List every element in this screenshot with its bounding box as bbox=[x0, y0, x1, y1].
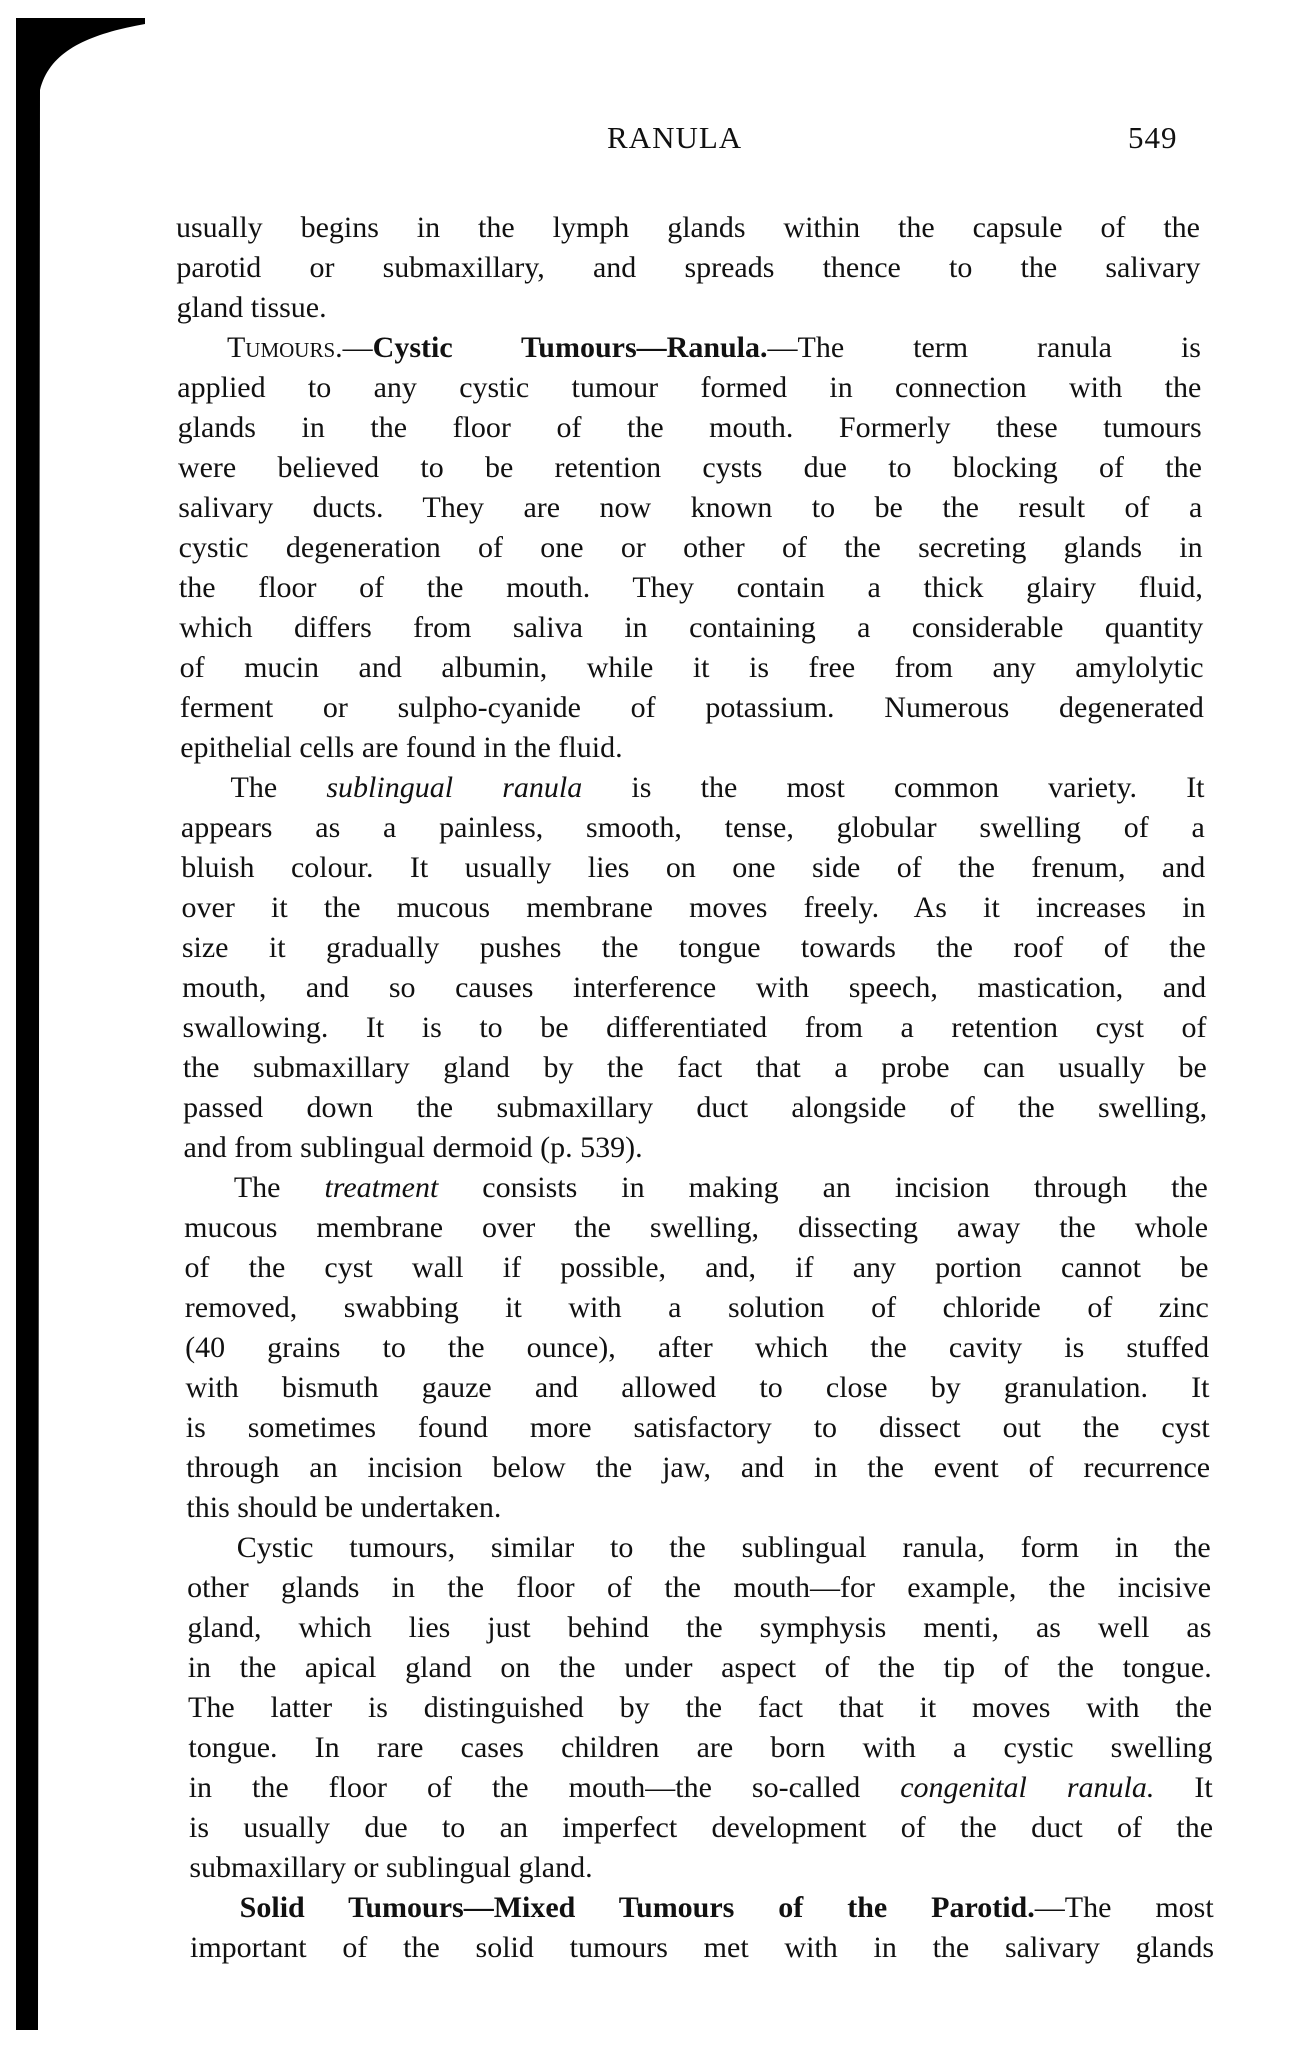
text-line bbox=[187, 1528, 1211, 1568]
text-run: the submaxillary gland by the fact that a probe can usually be bbox=[182, 1051, 1207, 1084]
text-line bbox=[180, 728, 1204, 768]
text-line bbox=[183, 1008, 1207, 1048]
running-head-title: RANULA bbox=[607, 120, 743, 155]
bold-heading: Solid Tumours—Mixed Tumours of the Parotid. bbox=[239, 1891, 1035, 1924]
text-run: over it the mucous membrane moves freely. As it increases in bbox=[181, 891, 1206, 924]
text-line bbox=[189, 1808, 1213, 1848]
text-line bbox=[188, 1648, 1212, 1688]
text-run: tongue. In rare cases children are born with a cystic swelling bbox=[188, 1731, 1213, 1764]
text-run: salivary ducts. They are now known to be the result of a bbox=[178, 491, 1203, 524]
italic-term: congenital ranula. bbox=[900, 1771, 1155, 1804]
text-run: The bbox=[230, 771, 327, 804]
text-run: glands in the floor of the mouth. Formerly these tumours bbox=[177, 411, 1202, 444]
section-label: Tumours.— bbox=[226, 331, 373, 364]
text-line bbox=[187, 1608, 1211, 1648]
text-line bbox=[178, 488, 1202, 528]
text-run: gland, which lies just behind the symphysis menti, as well as bbox=[187, 1611, 1212, 1644]
text-run: size it gradually pushes the tongue towards the roof of the bbox=[181, 931, 1206, 964]
text-line bbox=[179, 568, 1203, 608]
text-line bbox=[181, 848, 1205, 888]
text-run: were believed to be retention cysts due to blocking of the bbox=[177, 451, 1202, 484]
text-run: bluish colour. It usually lies on one side of the frenum, and bbox=[181, 851, 1206, 884]
text-run: —The term ranula is bbox=[767, 331, 1201, 364]
text-run: this should be undertaken. bbox=[186, 1491, 502, 1524]
text-run: mouth, and so causes interference with speech, mastication, and bbox=[182, 971, 1207, 1004]
text-run: cystic degeneration of one or other of the secreting glands in bbox=[178, 531, 1203, 564]
text-line bbox=[180, 688, 1204, 728]
text-line bbox=[184, 1168, 1208, 1208]
text-run: in the apical gland on the under aspect of the tip of the tongue. bbox=[187, 1651, 1212, 1684]
bold-heading: Cystic Tumours—Ranula. bbox=[372, 331, 768, 364]
scan-binding-edge bbox=[0, 0, 160, 2069]
text-run: submaxillary or sublingual gland. bbox=[189, 1851, 593, 1884]
text-run: (40 grains to the ounce), after which the cavity is stuffed bbox=[185, 1331, 1210, 1364]
text-line bbox=[185, 1328, 1209, 1368]
text-run: is sometimes found more satisfactory to dissect out the cyst bbox=[185, 1411, 1210, 1444]
text-line bbox=[185, 1368, 1209, 1408]
text-run: epithelial cells are found in the fluid. bbox=[180, 731, 623, 764]
text-run: is usually due to an imperfect development of the duct of the bbox=[189, 1811, 1214, 1844]
text-line bbox=[189, 1768, 1213, 1808]
text-run: gland tissue. bbox=[176, 291, 327, 324]
text-line bbox=[178, 448, 1202, 488]
text-run: with bismuth gauze and allowed to close by granulation. It bbox=[185, 1371, 1210, 1404]
text-run: consists in making an incision through the bbox=[438, 1171, 1208, 1204]
text-line bbox=[184, 1248, 1208, 1288]
text-line bbox=[176, 248, 1200, 288]
text-line bbox=[181, 768, 1205, 808]
text-line bbox=[182, 968, 1206, 1008]
text-line bbox=[188, 1688, 1212, 1728]
text-run: removed, swabbing it with a solution of chloride of zinc bbox=[184, 1291, 1209, 1324]
text-run: of mucin and albumin, while it is free from any amylolytic bbox=[179, 651, 1204, 684]
page-number: 549 bbox=[1128, 120, 1178, 155]
text-line bbox=[183, 1048, 1207, 1088]
text-run: The bbox=[233, 1171, 325, 1204]
text-run: Cystic tumours, similar to the sublingual ranula, form in the bbox=[236, 1531, 1211, 1564]
italic-term: sublingual ranula bbox=[326, 771, 583, 804]
text-line bbox=[182, 888, 1206, 928]
text-run: the floor of the mouth. They contain a thick glairy fluid, bbox=[178, 571, 1203, 604]
text-line bbox=[190, 1928, 1214, 1968]
text-run: mucous membrane over the swelling, dissecting away the whole bbox=[184, 1211, 1209, 1244]
text-line bbox=[179, 528, 1203, 568]
text-line bbox=[177, 368, 1201, 408]
text-line bbox=[180, 648, 1204, 688]
text-line bbox=[188, 1728, 1212, 1768]
text-line bbox=[179, 608, 1203, 648]
text-line bbox=[186, 1408, 1210, 1448]
text-line bbox=[190, 1888, 1214, 1928]
text-run: The latter is distinguished by the fact that it moves with the bbox=[188, 1691, 1213, 1724]
text-line bbox=[183, 1128, 1207, 1168]
text-line bbox=[187, 1568, 1211, 1608]
text-run: is the most common variety. It bbox=[582, 771, 1205, 804]
text-run: in the floor of the mouth—the so-called bbox=[188, 1771, 901, 1804]
text-run: parotid or submaxillary, and spreads thence to the salivary bbox=[176, 251, 1201, 284]
text-line bbox=[189, 1848, 1213, 1888]
text-run: ferment or sulpho-cyanide of potassium. Numerous degenerated bbox=[179, 691, 1204, 724]
text-run: —The most bbox=[1034, 1891, 1214, 1924]
text-run: through an incision below the jaw, and in the event of recurrence bbox=[186, 1451, 1211, 1484]
text-line bbox=[178, 408, 1202, 448]
text-run: It bbox=[1154, 1771, 1213, 1804]
text-run: other glands in the floor of the mouth—for example, the incisive bbox=[187, 1571, 1212, 1604]
text-line bbox=[185, 1288, 1209, 1328]
text-line bbox=[184, 1208, 1208, 1248]
text-run: and from sublingual dermoid (p. 539). bbox=[183, 1131, 643, 1164]
text-run: which differs from saliva in containing a considerable quantity bbox=[179, 611, 1204, 644]
text-run: appears as a painless, smooth, tense, globular swelling of a bbox=[180, 811, 1205, 844]
italic-term: treatment bbox=[324, 1171, 439, 1204]
text-line bbox=[186, 1448, 1210, 1488]
text-line bbox=[176, 208, 1200, 248]
text-line bbox=[177, 288, 1201, 328]
text-run: passed down the submaxillary duct alongside of the swelling, bbox=[183, 1091, 1208, 1124]
text-line bbox=[177, 328, 1201, 368]
text-run: usually begins in the lymph glands within the capsule of the bbox=[176, 211, 1200, 244]
text-run: important of the solid tumours met with in the salivary glands bbox=[190, 1931, 1214, 1964]
text-line bbox=[182, 928, 1206, 968]
text-run: applied to any cystic tumour formed in connection with the bbox=[177, 371, 1202, 404]
text-line bbox=[181, 808, 1205, 848]
text-run: of the cyst wall if possible, and, if any portion cannot be bbox=[184, 1251, 1209, 1284]
text-run: swallowing. It is to be differentiated from a retention cyst of bbox=[182, 1011, 1207, 1044]
text-line bbox=[183, 1088, 1207, 1128]
text-line bbox=[186, 1488, 1210, 1528]
